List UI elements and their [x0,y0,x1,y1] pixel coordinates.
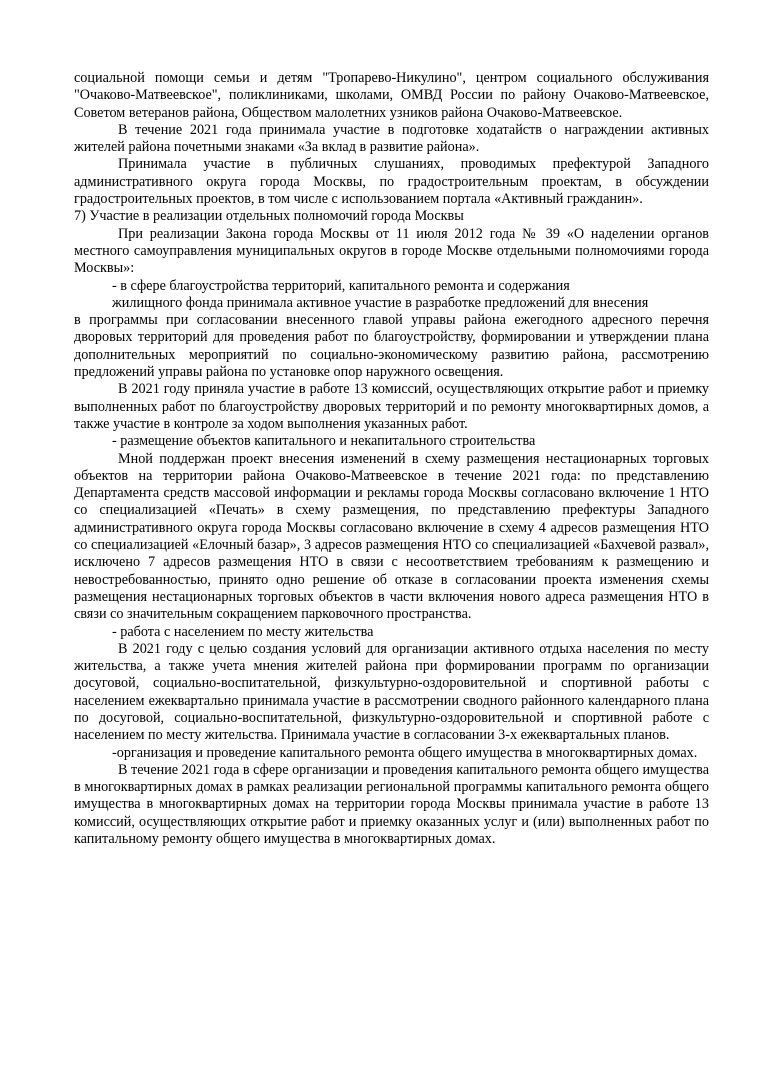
paragraph-leisure: В 2021 году с целью создания условий для организации активного отдыха населения по месту жительства, а также учета мнения жителей района при формировании программ по организации досуговой, социально-воспитательной, физкультурно-оздоровительной и спортивной работы с населением ежеквартально принимала участие в рассмотрении сводного районного календарного плана по досуговой, социально-воспитательной, физкультурно-оздоровительной и спортивной работе с населением по месту жительства. Принимала участие в согласовании 3-х ежеквартальных планов. [74,640,709,744]
paragraph-hearings: Принимала участие в публичных слушаниях, проводимых префектурой Западного административного округа города Москвы, по градостроительным проектам, в обсуждении градостроительных проектов, в том числе с использованием портала «Активный гражданин». [74,156,709,208]
list-item-construction: - размещение объектов капитального и некапитального строительства [112,433,536,450]
section-heading-7: 7) Участие в реализации отдельных полномочий города Москвы [74,208,464,225]
list-item-capital-repair: -организация и проведение капитального ремонта общего имущества в многоквартирных домах. [112,744,698,761]
paragraph-awards: В течение 2021 года принимала участие в подготовке ходатайств о награждении активных жителей района почетными знаками «За вклад в развитие района». [74,121,709,156]
paragraph-law-39: При реализации Закона города Москвы от 11 июля 2012 года № 39 «О наделении органов местного самоуправления муниципальных округов в городе Москве отдельными полномочиями города Москвы»: [74,225,709,277]
document-body [74,70,709,848]
list-item-landscaping-cont: жилищного фонда принимала активное участие в разработке предложений для внесения [112,294,649,311]
paragraph-nto: Мной поддержан проект внесения изменений в схему размещения нестационарных торговых объектов на территории района Очаково-Матвеевское в течение 2021 года: по представлению Департамента средств массовой информации и рекламы города Москвы согласовано включение 1 НТО со специализацией «Печать» в схему размещения, по представлению префектуры Западного административного округа города Москвы согласовано включение в схему 4 адресов размещения НТО со специализацией «Елочный базар», 3 адресов размещения НТО со специализацией «Бахчевой развал», исключено 7 адресов размещения НТО в связи с несоответствием требованиям к размещению и невостребованностью, принято одно решение об отказе в согласовании проекта изменения схемы размещения нестационарных торговых объектов в части включения нового адреса размещения НТО в связи со значительным сокращением парковочного пространства. [74,450,709,623]
list-item-residents: - работа с населением по месту жительства [112,623,374,640]
paragraph-commissions: В 2021 году приняла участие в работе 13 комиссий, осуществляющих открытие работ и приемку выполненных работ по благоустройству дворовых территорий и по ремонту многоквартирных домов, а также участие в контроле за ходом выполнения указанных работ. [74,381,709,432]
paragraph-capital-repair: В течение 2021 года в сфере организации и проведения капитального ремонта общего имущества в многоквартирных домах в рамках реализации региональной программы капитального ремонта общего имущества в многоквартирных домах на территории города Москвы принимала участие в работе 13 комиссий, осуществляющих открытие работ и приемку оказанных услуг и (или) выполненных работ по капитальному ремонту общего имущества в многоквартирных домах. [74,761,709,848]
list-item-landscaping: - в сфере благоустройства территорий, капитального ремонта и содержания [112,277,570,294]
paragraph-programs: в программы при согласовании внесенного главой управы района ежегодного адресного перечня дворовых территорий для проведения работ по благоустройству, формировании и утверждении плана дополнительных мероприятий по социально-экономическому развитию района, рассмотрению предложений управы района по установке опор наружного освещения. [74,312,709,381]
paragraph-partners: социальной помощи семьи и детям "Тропарево-Никулино", центром социального обслуживания "Очаково-Матвеевское", поликлиниками, школами, ОМВД России по району Очаково-Матвеевское, Советом ветеранов района, Обществом малолетних узников района Очаково-Матвеевское. [74,70,709,121]
